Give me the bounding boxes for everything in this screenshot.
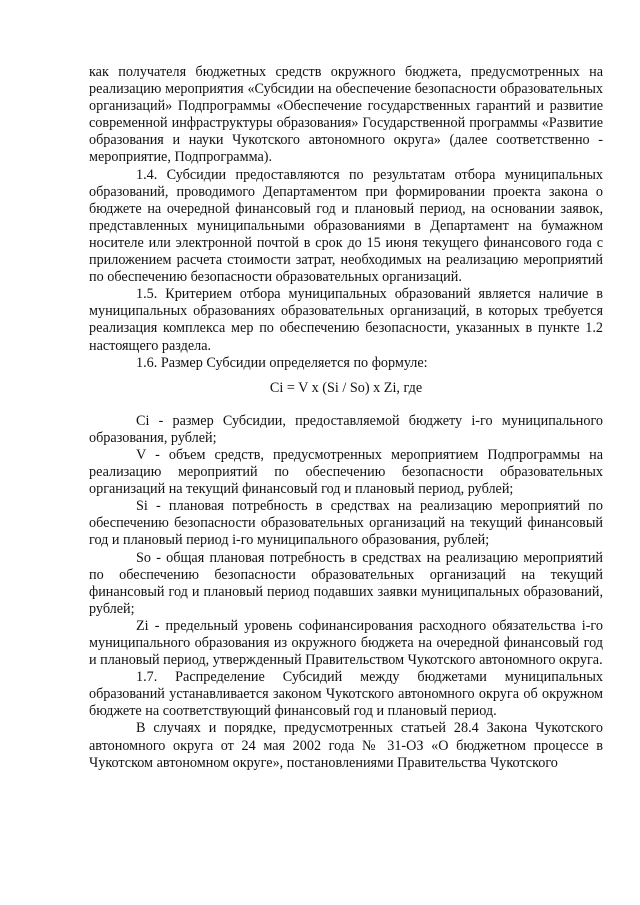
subsidy-formula: Ci = V x (Si / So) x Zi, где [269, 379, 423, 396]
paragraph-cases: В случаях и порядке, предусмотренных статьей 28.4 Закона Чукотского автономного округа от 24 мая 2002 года № 31-ОЗ «О бюджетном процессе в Чукотском автономном округе», постановлениями Правительства Чукотского [89, 720, 603, 771]
paragraph-1-6: 1.6. Размер Субсидии определяется по формуле: [136, 354, 428, 371]
definition-zi: Zi - предельный уровень софинансирования расходного обязательства i-го муниципального образования из окружного бюджета на очередной финансовый год и плановый период, утвержденный Правительством Чукотского автономного округа. [89, 617, 603, 669]
definition-ci: Ci - размер Субсидии, предоставляемой бюджету i-го муниципального образования, рублей; [89, 412, 603, 446]
definition-si: Si - плановая потребность в средствах на реализацию мероприятий по обеспечению безопасности образовательных организаций на текущий финансовый год и плановый период i-го муниципального образования, рублей; [89, 498, 603, 549]
definition-v: V - объем средств, предусмотренных мероприятием Подпрограммы на реализацию мероприятий по обеспечению безопасности образовательных организаций на текущий финансовый год и плановый период, рублей; [89, 446, 603, 498]
paragraph-recipient: как получателя бюджетных средств окружного бюджета, предусмотренных на реализацию мероприятия «Субсидии на обеспечение безопасности образовательных организаций» Подпрограммы «Обеспечение государственных гарантий и развитие современной инфраструктуры образования» Государственной программы «Развитие образования и науки Чукотского автономного округа» (далее соответственно - мероприятие, Подпрограмма). [89, 64, 603, 166]
paragraph-1-5: 1.5. Критерием отбора муниципальных образований является наличие в муниципальных образованиях образовательных организаций, в которых требуется реализация комплекса мер по обеспечению безопасности, указанных в пункте 1.2 настоящего раздела. [89, 286, 603, 354]
paragraph-1-7: 1.7. Распределение Субсидий между бюджетами муниципальных образований устанавливается законом Чукотского автономного округа об окружном бюджете на соответствующий финансовый год и плановый период. [89, 669, 603, 720]
document-page [89, 64, 603, 772]
paragraph-1-4: 1.4. Субсидии предоставляются по результатам отбора муниципальных образований, проводимого Департаментом при формировании проекта закона о бюджете на очередной финансовый год и плановый период, на основании заявок, представленных муниципальными образованиями в Департамент на бумажном носителе или электронной почтой в срок до 15 июня текущего финансового года с приложением расчета стоимости затрат, необходимых на реализацию мероприятий по обеспечению безопасности образовательных организаций. [89, 166, 603, 286]
definition-so: So - общая плановая потребность в средствах на реализацию мероприятий по обеспечению безопасности образовательных организаций на текущий финансовый год и плановый период подавших заявки муниципальных образований, рублей; [89, 549, 603, 617]
